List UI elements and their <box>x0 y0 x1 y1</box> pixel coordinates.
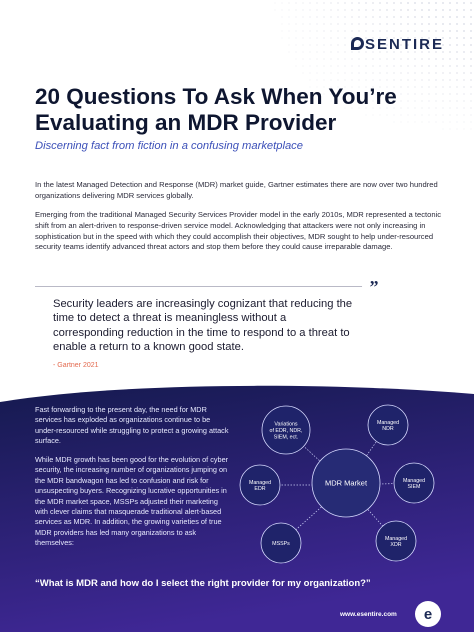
page-title: 20 Questions To Ask When You’re Evaluating an MDR Provider <box>35 84 397 135</box>
node-label-mssps: MSSPs <box>272 541 290 547</box>
badge-letter: e <box>423 605 433 623</box>
body-paragraph-1: Fast forwarding to the present day, the need for MDR services has exploded as organizations continue to be under-resourced while struggling to protect a growing attack surface. <box>35 405 229 446</box>
quote-divider <box>35 286 382 287</box>
node-label-managed-edr: EDR <box>254 486 266 493</box>
body-paragraph-2: While MDR growth has been good for the evolution of cyber security, the increasing number of organizations jumping on the MDR bandwagon has led to confusion and risk for unsuspecting buyers. Recognizing lucrative opportunities in the MDR market space, MSSPs adjusted their marketing with clever claims that masquerade traditional alert-based services as MDR. In addition, the growing varieties of true MDR providers has led many organizations to ask themselves: <box>35 455 229 548</box>
page-subtitle: Discerning fact from fiction in a confusing marketplace <box>35 140 303 152</box>
quote-icon: ” <box>369 277 379 297</box>
intro-paragraph-2: Emerging from the traditional Managed Security Services Provider model in the early 2010s, MDR represented a tectonic shift from an alert-driven to response-driven service model. Acknowledging that attackers were not only increasing in sophistication but in the speed with which they could accomplish their objectives, MDR sought to help under-resourced security teams identify advanced threat actors and stop them before they could cause irreparable damage. <box>35 210 442 252</box>
key-question: “What is MDR and how do I select the right provider for my organization?” <box>35 578 371 589</box>
mdr-market-diagram <box>236 395 456 575</box>
node-label-managed-siem: Managed <box>402 477 426 484</box>
node-label-managed-xdr: Managed <box>384 535 408 542</box>
footer-url[interactable]: www.esentire.com <box>340 611 397 618</box>
node-label-variations: Variations <box>274 421 298 428</box>
node-label-managed-xdr: XDR <box>390 542 402 549</box>
node-label-variations: SIEM, ect. <box>273 434 299 441</box>
node-label-managed-ndr: Managed <box>376 419 400 426</box>
logo-text: SENTIRE <box>364 36 444 53</box>
quote-source: - Gartner 2021 <box>53 362 99 369</box>
logo-e-mark-icon <box>351 37 364 50</box>
intro-paragraph-1: In the latest Managed Detection and Response (MDR) market guide, Gartner estimates there are now over two hundred organizations delivering MDR services globally. <box>35 180 438 200</box>
node-label-managed-siem: SIEM <box>407 484 421 491</box>
quote-mark-badge <box>362 276 386 298</box>
esentire-badge-icon <box>415 601 441 627</box>
center-label: MDR Market <box>324 478 368 488</box>
pull-quote: Security leaders are increasingly cognizant that reducing the time to detect a threat is meaningless without a corresponding reduction in the time to respond to a threat to enable a return to a known good state. <box>53 298 353 354</box>
node-label-managed-edr: Managed <box>248 479 272 486</box>
node-label-managed-ndr: NDR <box>382 426 394 433</box>
node-label-variations: of EDR, NDR, <box>269 428 303 434</box>
esentire-logo <box>351 36 444 53</box>
